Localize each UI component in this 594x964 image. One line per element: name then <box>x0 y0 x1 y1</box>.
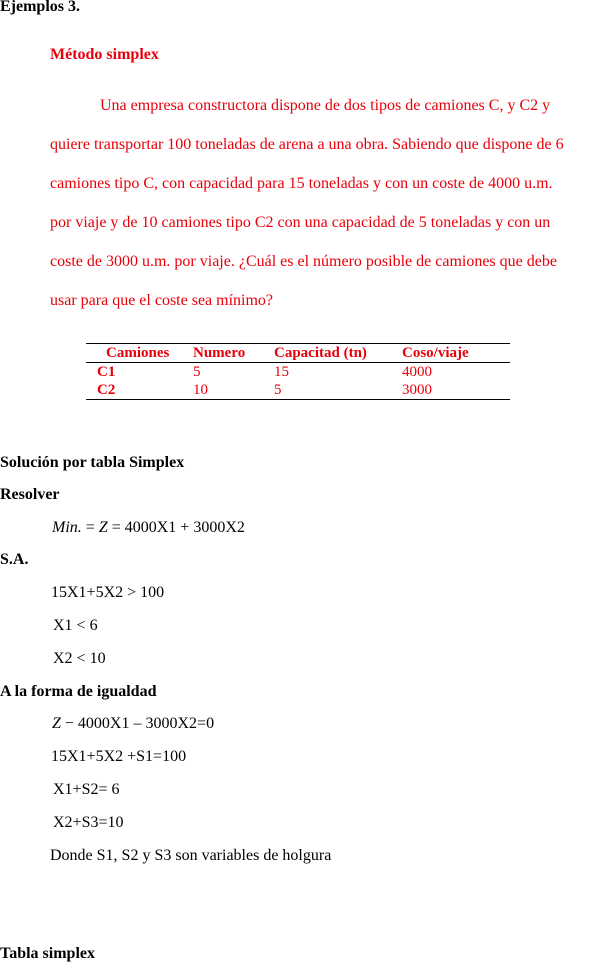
table-row <box>86 381 510 400</box>
constraint: 15X1+5X2 > 100 <box>51 584 165 601</box>
problem-line: usar para que el coste sea mínimo? <box>50 292 274 309</box>
table-cell: C1 <box>97 364 116 380</box>
problem-line: quiere transportar 100 toneladas de arena a una obra. Sabiendo que dispone de 6 <box>50 136 564 153</box>
objective-min: Min. <box>52 519 82 536</box>
table-cell: 15 <box>274 364 289 380</box>
problem-line: coste de 3000 u.m. por viaje. ¿Cuál es el número posible de camiones que debe <box>50 253 557 270</box>
equality: X1+S2= 6 <box>53 781 120 798</box>
col-header: Camiones <box>106 345 170 361</box>
equality: 15X1+5X2 +S1=100 <box>51 748 187 765</box>
table-cell: 10 <box>193 382 208 398</box>
slack-note: Donde S1, S2 y S3 son variables de holgura <box>50 847 332 864</box>
constraint: X1 < 6 <box>53 617 98 634</box>
table-cell: C2 <box>97 382 116 398</box>
col-header: Coso/viaje <box>402 345 469 361</box>
table-cell: 5 <box>274 382 282 398</box>
problem-line: camiones tipo C, con capacidad para 15 toneladas y con un coste de 4000 u.m. <box>50 175 553 192</box>
trucks-table <box>86 343 510 400</box>
problem-line: Una empresa constructora dispone de dos tipos de camiones C, y C2 y <box>100 97 551 114</box>
col-header: Numero <box>193 345 246 361</box>
resolver-label: Resolver <box>0 486 60 503</box>
method-title: Método simplex <box>50 46 159 63</box>
table-header-row <box>86 344 510 363</box>
equality-z: Z <box>52 715 61 732</box>
objective-rhs: = 4000X1 + 3000X2 <box>107 519 245 536</box>
objective-eq: = <box>81 519 99 536</box>
sa-label: S.A. <box>0 551 29 568</box>
equality-objective <box>52 715 214 733</box>
table-cell: 4000 <box>402 364 432 380</box>
objective-function <box>52 519 245 537</box>
table-cell: 5 <box>193 364 201 380</box>
table-row <box>86 363 510 382</box>
objective-z: Z <box>98 519 108 536</box>
header-title: Ejemplos 3. <box>0 0 80 15</box>
table-cell: 3000 <box>402 382 432 398</box>
equality: X2+S3=10 <box>53 814 124 831</box>
simplex-table-title: Tabla simplex <box>0 945 95 962</box>
equality-z-rest: − 4000X1 – 3000X2=0 <box>60 715 215 732</box>
equality-title: A la forma de igualdad <box>0 683 157 700</box>
col-header: Capacitad (tn) <box>274 345 367 361</box>
problem-line: por viaje y de 10 camiones tipo C2 con una capacidad de 5 toneladas y con un <box>50 214 551 231</box>
constraint: X2 < 10 <box>53 650 106 667</box>
solution-title: Solución por tabla Simplex <box>0 454 185 471</box>
